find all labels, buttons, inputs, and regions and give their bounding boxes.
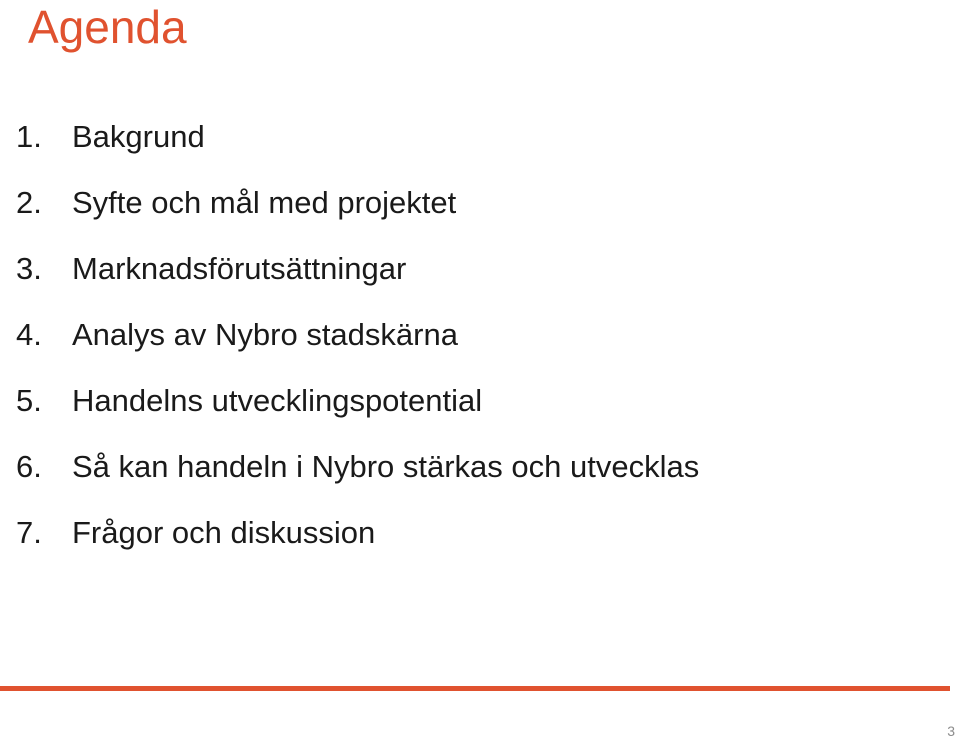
slide-title: Agenda [28,1,187,53]
agenda-item-number: 4. [16,317,42,352]
agenda-item [16,368,699,434]
agenda-item-label: Så kan handeln i Nybro stärkas och utvecklas [72,449,700,484]
agenda-item-number: 1. [16,119,42,154]
agenda-item-label: Bakgrund [72,119,205,154]
agenda-item [16,236,699,302]
agenda-item [16,434,699,500]
agenda-list [16,104,699,566]
agenda-item-number: 3. [16,251,42,286]
agenda-item-label: Marknadsförutsättningar [72,251,407,286]
agenda-item-number: 2. [16,185,42,220]
agenda-item-number: 6. [16,449,42,484]
agenda-item [16,302,699,368]
agenda-item [16,104,699,170]
agenda-item-label: Handelns utvecklingspotential [72,383,483,418]
footer-divider [0,686,950,691]
slide-number: 3 [947,723,955,739]
agenda-item-label: Analys av Nybro stadskärna [72,317,458,352]
agenda-item-label: Frågor och diskussion [72,515,376,550]
agenda-item [16,170,699,236]
agenda-item-label: Syfte och mål med projektet [72,185,457,220]
agenda-item-number: 5. [16,383,42,418]
agenda-item [16,500,699,566]
agenda-item-number: 7. [16,515,42,550]
